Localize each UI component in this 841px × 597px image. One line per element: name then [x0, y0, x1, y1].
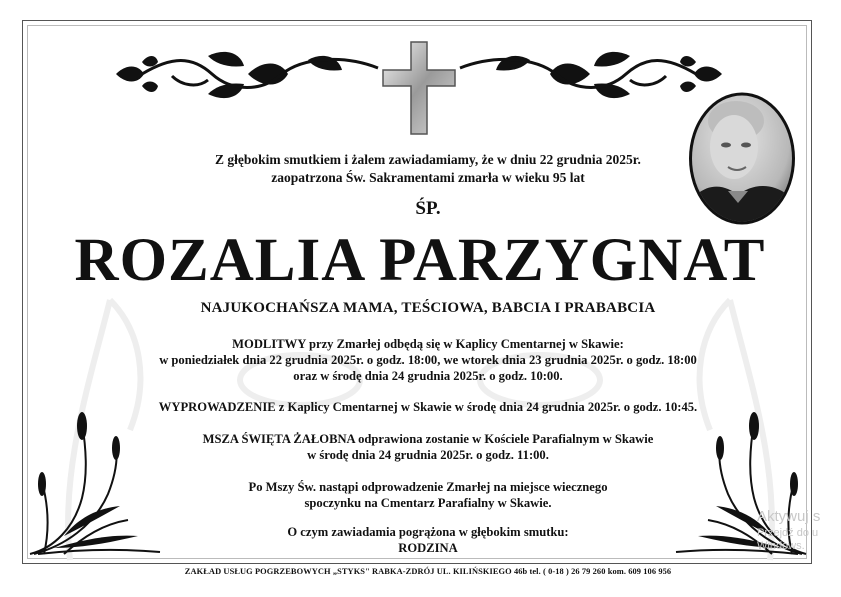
closing-line: O czym zawiadamia pogrążona w głębokim smutku: — [287, 525, 569, 539]
family-relations: NAJUKOCHAŃSZA MAMA, TEŚCIOWA, BABCIA I PRABABCIA — [200, 300, 656, 316]
floral-ornament-right — [456, 46, 726, 106]
funeral-home-footer: ZAKŁAD USŁUG POGRZEBOWYCH „STYKS" RABKA-ZDRÓJ UL. KILIŃSKIEGO 46b tel. ( 0-18 ) 26 79 260 kom. 609 106 956 — [184, 567, 672, 576]
family-signature: RODZINA — [398, 541, 458, 555]
deceased-name: ROZALIA PARZYGNAT — [74, 227, 766, 294]
windows-activation-watermark — [757, 508, 841, 552]
watermark-line: Aktywuj s — [757, 508, 821, 525]
mass-line: w środę dnia 24 grudnia 2025r. o godz. 11:00. — [307, 448, 549, 462]
floral-ornament-left — [112, 46, 382, 106]
burial-line: Po Mszy Św. nastąpi odprowadzenie Zmarłej na miejsce wiecznego — [248, 480, 608, 494]
watermark-line: Przejdź do u — [757, 527, 819, 539]
mass-line: MSZA ŚWIĘTA ŻAŁOBNA odprawiona zostanie w Kościele Parafialnym w Skawie — [202, 432, 654, 446]
prayers-line: MODLITWY przy Zmarłej odbędą się w Kaplicy Cmentarnej w Skawie: — [232, 337, 624, 351]
procession-line: WYPROWADZENIE z Kaplicy Cmentarnej w Skawie w środę dnia 24 grudnia 2025r. o godz. 10:45. — [158, 400, 698, 414]
cross-icon — [381, 40, 457, 136]
intro-line: Z głębokim smutkiem i żalem zawiadamiamy, że w dniu 22 grudnia 2025r. — [215, 152, 641, 167]
prayers-line: oraz w środę dnia 24 grudnia 2025r. o godz. 10:00. — [293, 369, 563, 383]
intro-line: zaopatrzona Św. Sakramentami zmarła w wieku 95 lat — [271, 170, 585, 185]
prayers-line: w poniedziałek dnia 22 grudnia 2025r. o godz. 18:00, we wtorek dnia 23 grudnia 2025r. o godz. 18:00 — [159, 353, 697, 367]
burial-line: spoczynku na Cmentarz Parafialny w Skawie. — [304, 496, 552, 510]
watermark-line: Windows. — [757, 540, 805, 552]
honorific: ŚP. — [415, 198, 441, 219]
